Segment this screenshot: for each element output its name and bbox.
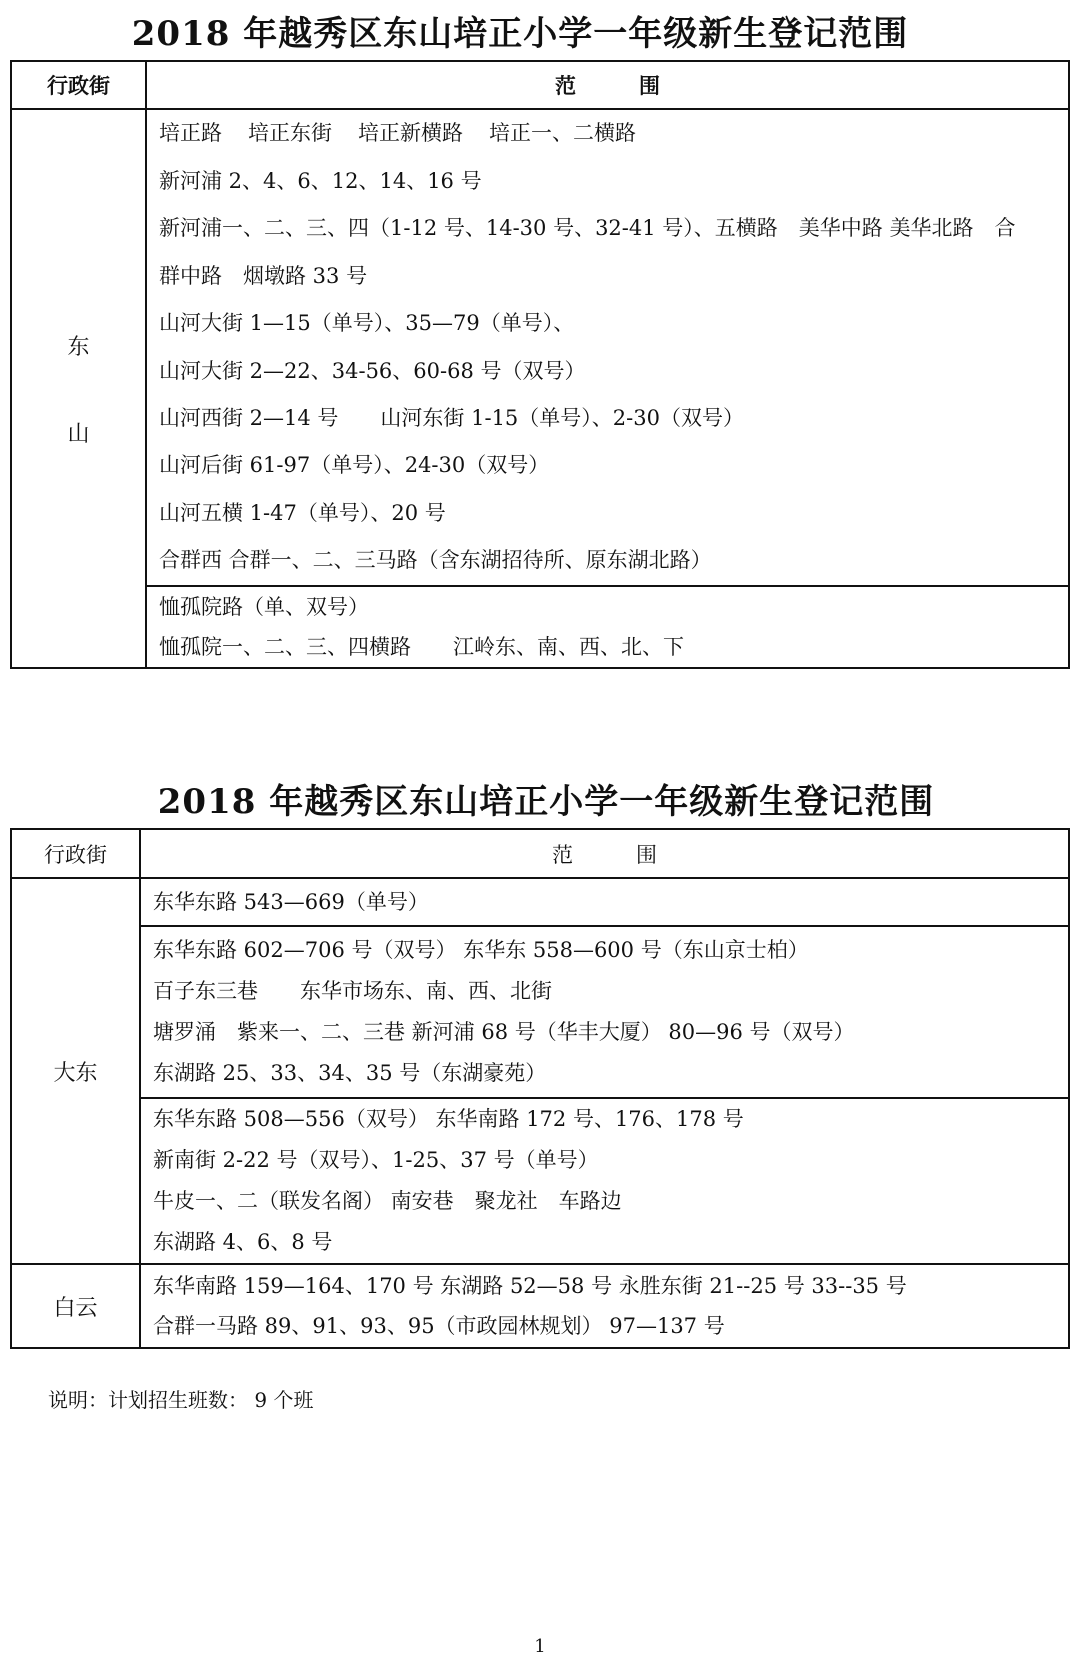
range-entry: 新河浦 2、4、6、12、14、16 号 bbox=[159, 168, 482, 193]
range-line bbox=[159, 110, 1068, 157]
range-entry: 山河五横 1-47（单号）、20 号 bbox=[159, 500, 446, 525]
range-line bbox=[153, 1306, 1068, 1346]
street-cell-dadong: 大东 bbox=[11, 878, 140, 1264]
range-block bbox=[146, 109, 1069, 586]
page-title: 2018 年越秀区东山培正小学一年级新生登记范围 bbox=[131, 14, 909, 54]
registration-table-dadong-baiyun bbox=[10, 828, 1070, 1349]
range-entry: 恤孤院一、二、三、四横路 江岭东、南、西、北、下 bbox=[159, 635, 684, 659]
range-entry: 东华东路 543—669（单号） bbox=[153, 889, 429, 914]
range-line bbox=[153, 971, 1068, 1012]
range-entry: 牛皮一、二（联发名阁） 南安巷 聚龙社 车路边 bbox=[153, 1189, 622, 1213]
street-char: 山 bbox=[67, 421, 90, 447]
range-line bbox=[153, 1222, 1068, 1263]
range-line bbox=[159, 442, 1068, 489]
range-entry: 培正新横路 bbox=[358, 121, 463, 146]
range-entry: 东湖路 25、33、34、35 号（东湖豪苑） bbox=[153, 1061, 547, 1085]
range-line bbox=[159, 348, 1068, 395]
page-number: 1 bbox=[534, 1636, 546, 1657]
header-range: 范 围 bbox=[140, 829, 1069, 878]
range-block bbox=[140, 926, 1069, 1098]
range-entry: 合群一马路 89、91、93、95（市政园林规划） 97—137 号 bbox=[153, 1314, 725, 1338]
street-cell-dongshan bbox=[11, 109, 146, 668]
range-entry: 东华南路 159—164、170 号 东湖路 52—58 号 永胜东街 21--25 号 33--35 号 bbox=[153, 1274, 907, 1298]
range-line bbox=[153, 881, 1068, 924]
registration-table-dongshan bbox=[10, 60, 1070, 669]
range-line bbox=[153, 1012, 1068, 1053]
range-entry: 塘罗涌 紫来一、二、三巷 新河浦 68 号（华丰大厦） 80—96 号（双号） bbox=[153, 1020, 855, 1044]
range-block bbox=[140, 878, 1069, 926]
range-entry: 新河浦一、二、三、四（1-12 号、14-30 号、32-41 号）、五横路 美华中路 美华北路 合 bbox=[159, 216, 1016, 241]
range-line bbox=[159, 490, 1068, 537]
range-entry: 恤孤院路（单、双号） bbox=[159, 595, 369, 619]
range-line bbox=[153, 1099, 1068, 1140]
range-entry: 东华东路 508—556（双号） 东华南路 172 号、176、178 号 bbox=[153, 1107, 744, 1131]
range-entry: 培正一、二横路 bbox=[489, 121, 636, 146]
range-line bbox=[159, 627, 1068, 667]
range-line bbox=[159, 253, 1068, 300]
range-line bbox=[159, 158, 1068, 205]
range-line bbox=[153, 930, 1068, 971]
range-entry: 培正东街 bbox=[248, 121, 332, 146]
range-line bbox=[159, 537, 1068, 584]
range-entry: 群中路 烟墩路 33 号 bbox=[159, 263, 368, 288]
street-cell-baiyun: 白云 bbox=[11, 1264, 140, 1348]
range-line bbox=[153, 1181, 1068, 1222]
range-line bbox=[159, 395, 1068, 442]
range-block bbox=[146, 586, 1069, 668]
note: 说明：计划招生班数： 9 个班 bbox=[48, 1388, 314, 1412]
header-street: 行政街 bbox=[11, 61, 146, 109]
range-line bbox=[153, 1140, 1068, 1181]
header-range: 范 围 bbox=[146, 61, 1069, 109]
page-title: 2018 年越秀区东山培正小学一年级新生登记范围 bbox=[157, 782, 935, 822]
range-entry: 合群西 合群一、二、三马路（含东湖招待所、原东湖北路） bbox=[159, 548, 712, 573]
range-block bbox=[140, 1264, 1069, 1348]
range-entry: 山河后街 61-97（单号）、24-30（双号） bbox=[159, 453, 550, 478]
range-line bbox=[153, 1053, 1068, 1094]
range-line bbox=[159, 300, 1068, 347]
range-entry: 东华东路 602—706 号（双号） 东华东 558—600 号（东山京士柏） bbox=[153, 938, 809, 962]
street-char: 东 bbox=[67, 334, 90, 360]
range-line bbox=[159, 205, 1068, 252]
range-entry: 东湖路 4、6、8 号 bbox=[153, 1230, 333, 1254]
range-line bbox=[153, 1266, 1068, 1306]
range-entry: 山河大街 1—15（单号）、35—79（单号）、 bbox=[159, 311, 575, 336]
range-line bbox=[159, 587, 1068, 627]
range-entry: 新南街 2-22 号（双号）、1-25、37 号（单号） bbox=[153, 1148, 599, 1172]
range-entry: 山河西街 2—14 号 山河东街 1-15（单号）、2-30（双号） bbox=[159, 405, 744, 430]
range-entry: 山河大街 2—22、34-56、60-68 号（双号） bbox=[159, 358, 586, 383]
range-entry: 培正路 bbox=[159, 121, 222, 146]
range-block bbox=[140, 1098, 1069, 1264]
header-street: 行政街 bbox=[11, 829, 140, 878]
range-entry: 百子东三巷 东华市场东、南、西、北街 bbox=[153, 979, 552, 1003]
